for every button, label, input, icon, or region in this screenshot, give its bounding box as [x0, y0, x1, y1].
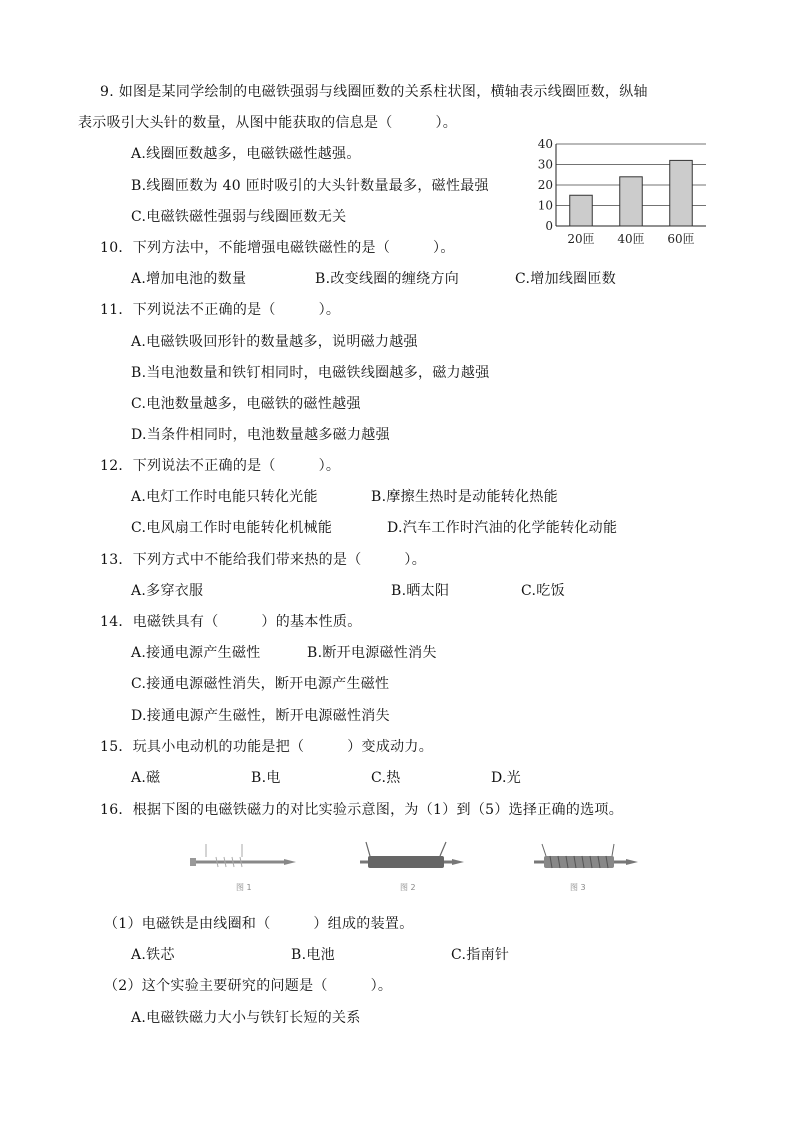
- q16-sub1-options: [131, 945, 509, 965]
- q11-stem: 11．下列说法不正确的是（ ）。: [100, 302, 341, 318]
- x-tick-label: 60匝: [667, 232, 695, 246]
- q13-options: [131, 581, 565, 601]
- q13-option-b: B.晒太阳: [391, 583, 450, 599]
- q14-option-a: A.接通电源产生磁性: [131, 645, 261, 661]
- q15-option-a: A.磁: [131, 770, 161, 786]
- q12-options-cd: [131, 518, 617, 538]
- q10-option-b: B.改变线圈的缠绕方向: [315, 271, 460, 287]
- q11-option-b: B.当电池数量和铁钉相同时，电磁铁线圈越多，磁力越强: [131, 365, 490, 381]
- q16-sub1-option-a: A.铁芯: [131, 947, 175, 963]
- q16-sub1-option-c: C.指南针: [451, 947, 510, 963]
- q14-stem: 14．电磁铁具有（ ）的基本性质。: [100, 614, 362, 630]
- q13-option-c: C.吃饭: [521, 583, 565, 599]
- q13-option-a: A.多穿衣服: [131, 583, 204, 599]
- q12-options-ab: [131, 487, 558, 507]
- figure-1-caption: 图 1: [236, 883, 252, 892]
- q12-option-a: A.电灯工作时电能只转化光能: [131, 489, 318, 505]
- q14-option-b: B.断开电源磁性消失: [307, 645, 437, 661]
- q10-options: [131, 269, 616, 289]
- q10-option-c: C.增加线圈匝数: [515, 271, 617, 287]
- q15-stem: 15．玩具小电动机的功能是把（ ）变成动力。: [100, 739, 434, 755]
- q16-sub1-stem: （1）电磁铁是由线圈和（ ）组成的装置。: [104, 916, 414, 932]
- q16-sub2-option-a: A.电磁铁磁力大小与铁钉长短的关系: [131, 1010, 361, 1026]
- q10-option-a: A.增加电池的数量: [131, 271, 247, 287]
- q14-option-c: C.接通电源磁性消失，断开电源产生磁性: [131, 676, 390, 692]
- coil-turns-bar-chart: [530, 138, 710, 246]
- q9-stem-line2: 表示吸引大头针的数量，从图中能获取的信息是（ ）。: [78, 115, 458, 131]
- figure-2-electromagnet-illustration: [354, 838, 466, 878]
- q9-option-a: A.线圈匝数越多，电磁铁磁性越强。: [131, 146, 361, 162]
- y-tick-label: 40: [537, 138, 553, 151]
- bar: [670, 160, 693, 226]
- q15-options: [131, 768, 521, 788]
- q12-option-c: C.电风扇工作时电能转化机械能: [131, 520, 333, 536]
- q14-options-ab: [131, 643, 437, 663]
- q12-option-d: D.汽车工作时汽油的化学能转化动能: [387, 520, 618, 536]
- q11-option-d: D.当条件相同时，电池数量越多磁力越强: [131, 427, 390, 443]
- q10-stem: 10．下列方法中，不能增强电磁铁磁性的是（ ）。: [100, 240, 455, 256]
- q15-option-b: B.电: [251, 770, 281, 786]
- q11-option-c: C.电池数量越多，电磁铁的磁性越强: [131, 396, 361, 412]
- figure-3-electromagnet-illustration: [528, 838, 640, 878]
- y-tick-label: 30: [537, 157, 553, 172]
- q9-option-c: C.电磁铁磁性强弱与线圈匝数无关: [131, 209, 347, 225]
- y-tick-label: 20: [537, 178, 553, 192]
- q16-sub1-option-b: B.电池: [291, 947, 335, 963]
- q13-stem: 13．下列方式中不能给我们带来热的是（ ）。: [100, 552, 427, 568]
- q15-option-d: D.光: [491, 770, 522, 786]
- figure-2-caption: 图 2: [400, 883, 416, 892]
- figure-1-electromagnet-illustration: [186, 838, 298, 878]
- q14-option-d: D.接通电源产生磁性，断开电源磁性消失: [131, 708, 390, 724]
- y-tick-label: 0: [545, 219, 553, 233]
- x-tick-label: 40匝: [617, 232, 645, 246]
- bar: [570, 195, 593, 226]
- q16-stem: 16．根据下图的电磁铁磁力的对比实验示意图，为（1）到（5）选择正确的选项。: [100, 802, 624, 818]
- q12-stem: 12．下列说法不正确的是（ ）。: [100, 458, 341, 474]
- y-tick-label: 10: [537, 198, 553, 213]
- q9-stem-line1: 9. 如图是某同学绘制的电磁铁强弱与线圈匝数的关系柱状图，横轴表示线圈匝数，纵轴: [100, 84, 648, 100]
- figure-3-caption: 图 3: [570, 883, 586, 892]
- q12-option-b: B.摩擦生热时是动能转化热能: [371, 489, 558, 505]
- q16-sub2-stem: （2）这个实验主要研究的问题是（ ）。: [104, 978, 393, 994]
- q9-option-b: B.线圈匝数为 40 匝时吸引的大头针数量最多，磁性最强: [131, 178, 489, 194]
- bar: [620, 177, 643, 226]
- q15-option-c: C.热: [371, 770, 401, 786]
- x-tick-label: 20匝: [567, 232, 595, 246]
- q11-option-a: A.电磁铁吸回形针的数量越多，说明磁力越强: [131, 334, 418, 350]
